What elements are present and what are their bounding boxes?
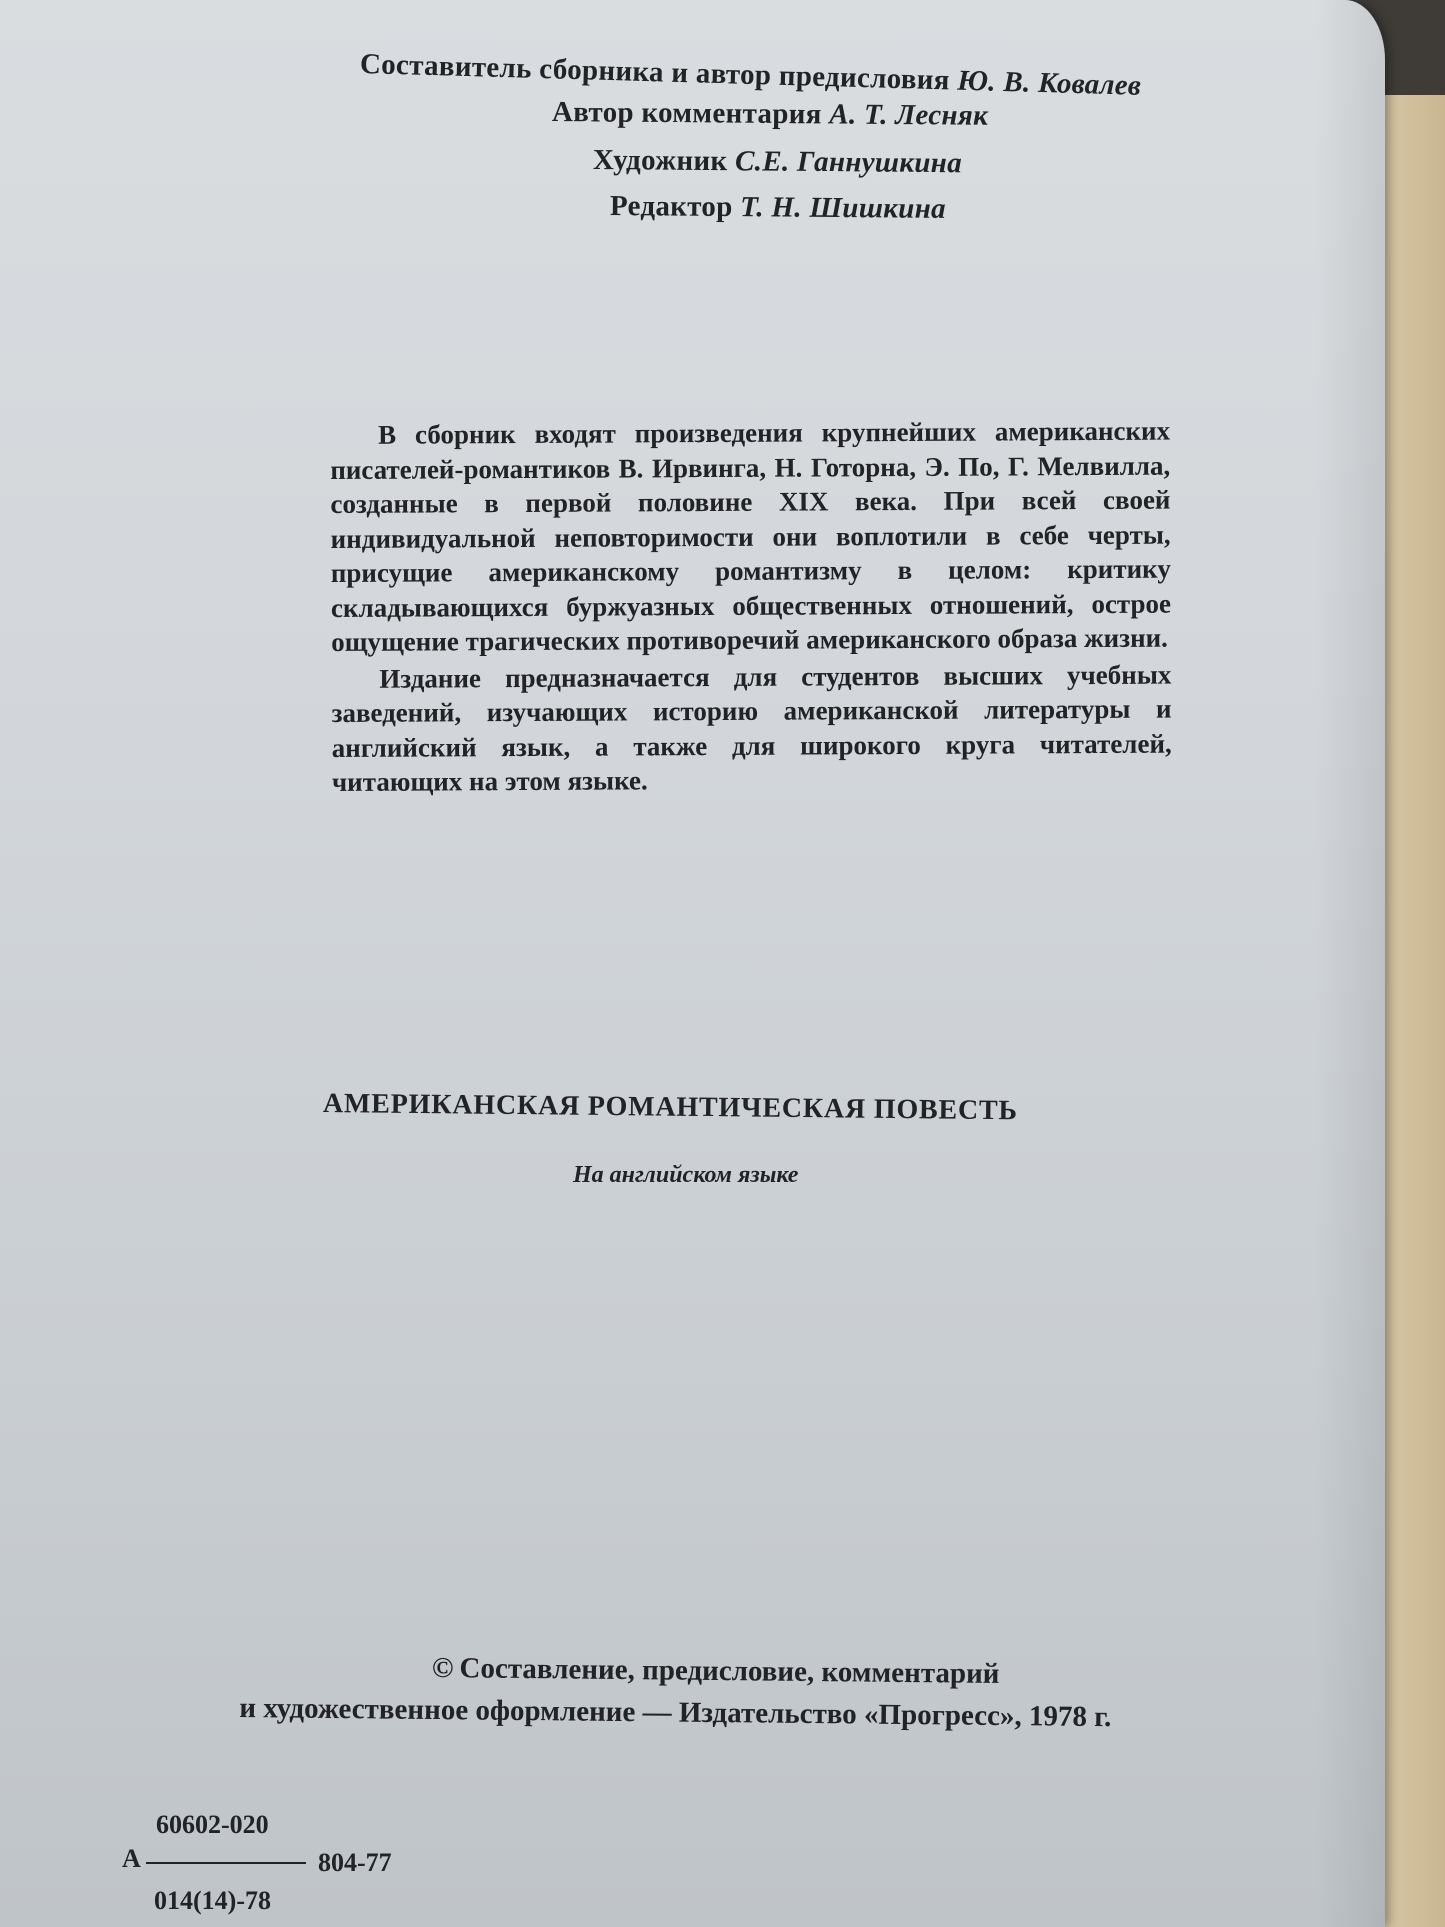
index-suffix: 804-77 xyxy=(318,1848,392,1877)
credit-person: Ю. В. Ковалев xyxy=(956,64,1142,102)
credit-commentary xyxy=(552,96,988,133)
index-denominator: 014(14)-78 xyxy=(154,1886,271,1915)
annotation-paragraph: В сборник входят произведения крупнейших американских писателей-романтиков В. Ирвинга, Н. Готорна, Э. По, Г. Мелвилла, созданные в первой половине XIX века. При всей своей индивидуальной неповторимости они воплотили в себе черты, присущие американскому романтизму в целом: критику складывающихся буржуазных общественных отношений, острое ощущение трагических противоречий американского образа жизни. xyxy=(330,415,1172,657)
book-title: АМЕРИКАНСКАЯ РОМАНТИЧЕСКАЯ ПОВЕСТЬ xyxy=(322,1088,1018,1127)
credit-role: Художник xyxy=(592,144,728,178)
index-numerator: 60602-020 xyxy=(156,1810,269,1839)
copyright-icon: © xyxy=(431,1652,454,1685)
copyright-block xyxy=(239,1650,1340,1734)
language-note: На английском языке xyxy=(573,1162,799,1188)
credit-editor xyxy=(610,190,946,226)
credit-role: Автор комментария xyxy=(551,96,822,131)
credit-role: Редактор xyxy=(609,190,733,224)
credit-person: С.Е. Ганнушкина xyxy=(734,145,963,180)
index-letter: А xyxy=(122,1844,141,1873)
copyright-text: Составление, предисловие, комментарий xyxy=(459,1652,1000,1690)
copyright-line xyxy=(432,1652,1000,1691)
annotation-block xyxy=(330,414,1172,800)
credit-role: Составитель сборника и автор предисловия xyxy=(359,48,951,97)
credit-person: Т. Н. Шишкина xyxy=(740,191,947,225)
credit-compiler xyxy=(360,48,1142,103)
annotation-paragraph: Издание предназначается для студентов высших учебных заведений, изучающих историю американской литературы и английский язык, а также для широкого круга читателей, читающих на этом языке. xyxy=(331,659,1172,797)
credit-person: А. Т. Лесняк xyxy=(829,98,989,132)
catalog-index-code xyxy=(122,1810,442,1920)
index-fraction-rule xyxy=(146,1862,306,1864)
copyright-line: и художественное оформление — Издательство «Прогресс», 1978 г. xyxy=(239,1691,1112,1734)
credit-artist xyxy=(593,144,962,180)
